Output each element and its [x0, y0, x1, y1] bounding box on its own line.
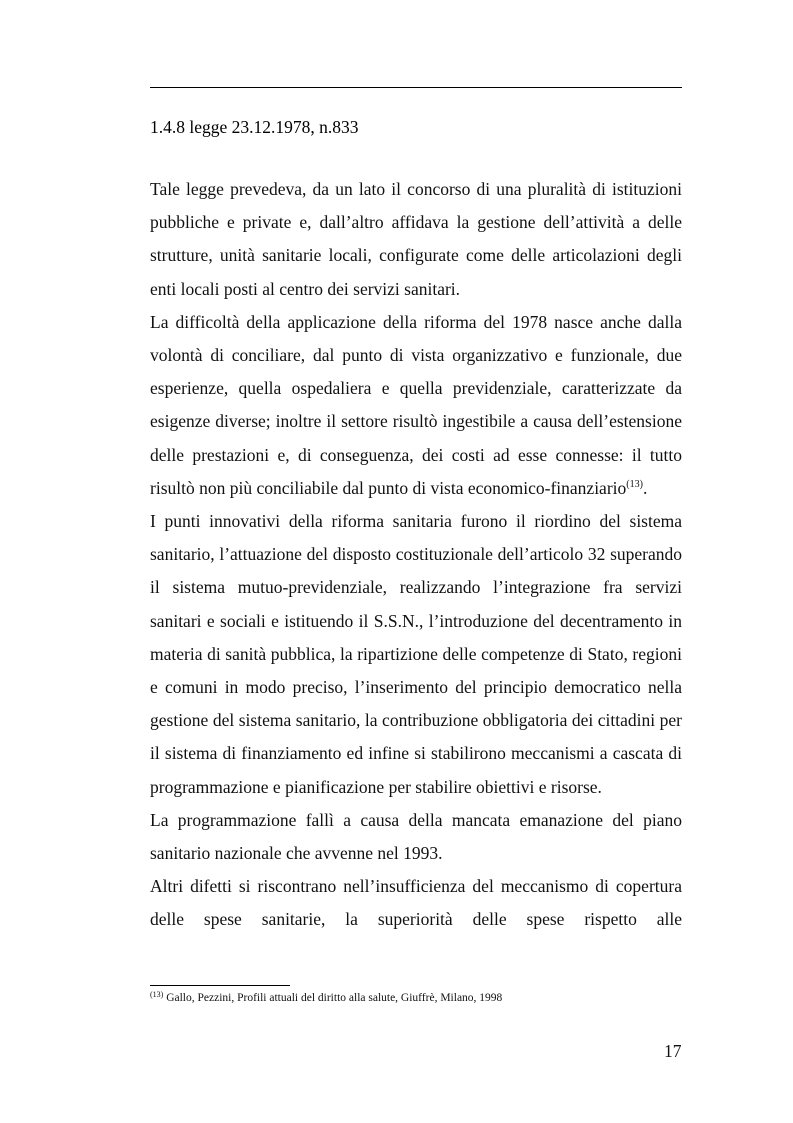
footnote-separator [150, 985, 290, 986]
footnote-marker: (13) [150, 990, 164, 999]
paragraph-3: I punti innovativi della riforma sanitaria furono il riordino del sistema sanitario, l’attuazione del disposto costituzionale dell’articolo 32 superando il sistema mutuo-previdenziale, realizzando l’integrazione fra servizi sanitari e sociali e istituendo il S.S.N., l’introduzione del decentramento in materia di sanità pubblica, la ripartizione delle competenze di Stato, regioni e comuni in modo preciso, l’inserimento del principio democratico nella gestione del sistema sanitario, la contribuzione obbligatoria dei cittadini per il sistema di finanziamento ed infine si stabilirono meccanismi a cascata di programmazione e pianificazione per stabilire obiettivi e risorse. [150, 511, 682, 797]
section-heading: 1.4.8 legge 23.12.1978, n.833 [150, 117, 359, 137]
paragraph-2 [150, 306, 682, 505]
paragraph-4: La programmazione fallì a causa della mancata emanazione del piano sanitario nazionale che avvenne nel 1993. [150, 809, 682, 864]
footnote [150, 991, 502, 1005]
footnote-text: Gallo, Pezzini, Profili attuali del diritto alla salute, Giuffrè, Milano, 1998 [163, 992, 503, 1004]
body-text [150, 173, 682, 937]
paragraph-2-text: La difficoltà della applicazione della riforma del 1978 nasce anche dalla volontà di conciliare, dal punto di vista organizzativo e funzionale, due esperienze, quella ospedaliera e quella previdenziale, caratterizzate da esigenze diverse; inoltre il settore risultò ingestibile a causa dell’estensione delle prestazioni e, di conseguenza, dei costi ad esse connesse: il tutto risultò non più conciliabile dal punto di vista economico-finanziario [150, 311, 682, 498]
footnote-reference: (13) [626, 478, 643, 490]
paragraph-1: Tale legge prevedeva, da un lato il concorso di una pluralità di istituzioni pubbliche e private e, dall’altro affidava la gestione dell’attività a delle strutture, unità sanitarie locali, configurate come delle articolazioni degli enti locali posti al centro dei servizi sanitari. [150, 179, 682, 299]
page-number: 17 [664, 1041, 682, 1061]
paragraph-2-tail: . [642, 477, 648, 498]
paragraph-5: Altri difetti si riscontrano nell’insufficienza del meccanismo di copertura delle spese sanitarie, la superiorità delle spese rispetto alle [150, 876, 682, 930]
header-rule [150, 87, 682, 88]
